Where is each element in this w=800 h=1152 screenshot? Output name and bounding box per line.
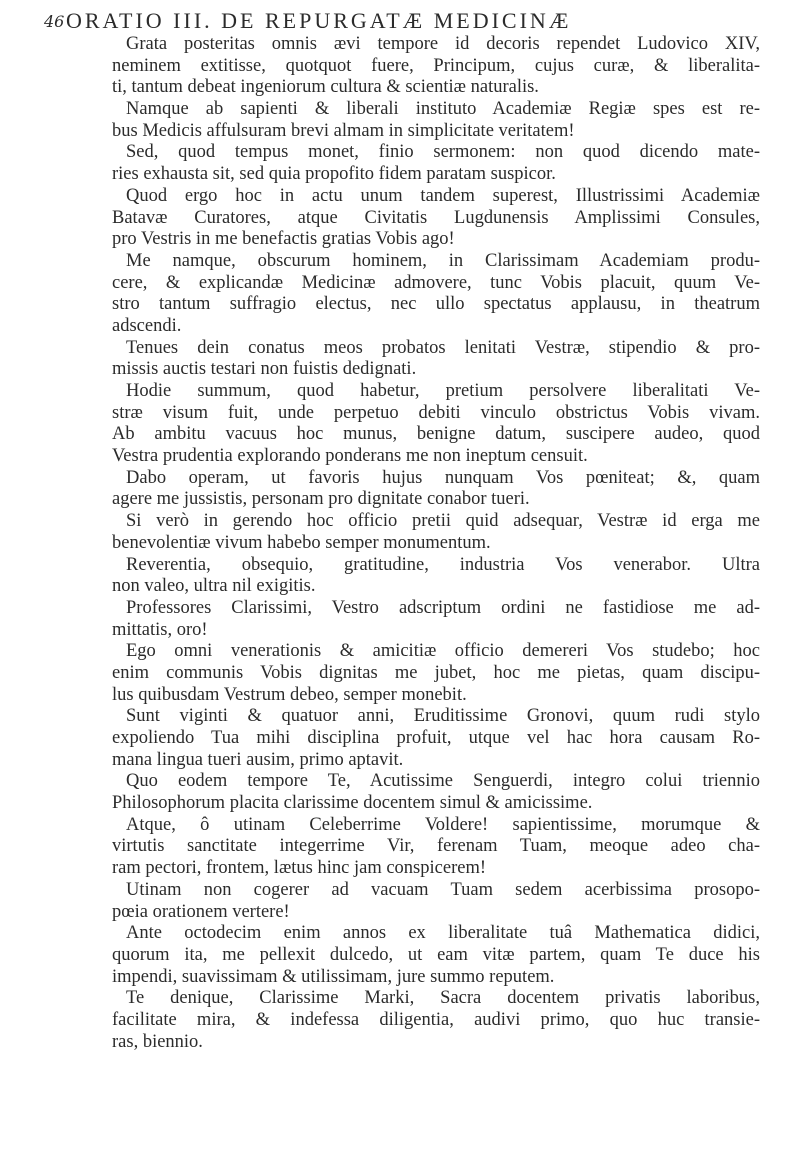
- text-line: ram pectori, frontem, lætus hinc jam conspicerem!: [112, 858, 486, 879]
- text-line: Sunt viginti & quatuor anni, Eruditissime Gronovi, quum rudi stylo: [126, 706, 760, 727]
- text-line: Atque, ô utinam Celeberrime Voldere! sapientissime, morumque &: [126, 814, 760, 835]
- text-line: benevolentiæ vivum habebo semper monumentum.: [112, 532, 491, 553]
- text-line: neminem extitisse, quotquot fuere, Principum, cujus curæ, & liberalita-: [112, 55, 760, 76]
- text-line: mana lingua tueri ausim, primo aptavit.: [112, 749, 404, 770]
- text-line: Vestra prudentia explorando ponderans me non ineptum censuit.: [112, 446, 588, 467]
- text-line: Si verò in gerendo hoc officio pretii quid adsequar, Vestræ id erga me: [126, 511, 760, 532]
- text-line: Ante octodecim enim annos ex liberalitate tuâ Mathematica didici,: [126, 923, 760, 944]
- text-line: enim communis Vobis dignitas me jubet, hoc me pietas, quam discipu-: [112, 662, 760, 683]
- page-number: 46: [44, 12, 65, 31]
- text-line: cere, & explicandæ Medicinæ admovere, tunc Vobis placuit, quum Ve-: [112, 272, 760, 293]
- text-line: pœia orationem vertere!: [112, 901, 290, 922]
- text-line: Professores Clarissimi, Vestro adscriptum ordini ne fastidiose me ad-: [126, 597, 760, 618]
- text-line: Tenues dein conatus meos probatos lenitati Vestræ, stipendio & pro-: [126, 337, 760, 358]
- page-header: [44, 0, 764, 36]
- text-line: pro Vestris in me benefactis gratias Vobis ago!: [112, 229, 455, 250]
- text-line: bus Medicis affulsuram brevi almam in simplicitate veritatem!: [112, 120, 575, 141]
- text-line: agere me jussistis, personam pro dignitate conabor tueri.: [112, 489, 530, 510]
- text-line: ras, biennio.: [112, 1031, 203, 1052]
- text-line: mittatis, oro!: [112, 619, 208, 640]
- text-line: Ego omni venerationis & amicitiæ officio demereri Vos studebo; hoc: [126, 641, 760, 662]
- text-line: Grata posteritas omnis ævi tempore id decoris rependet Ludovico XIV,: [126, 34, 760, 54]
- text-line: adscendi.: [112, 315, 182, 336]
- text-line: Reverentia, obsequio, gratitudine, industria Vos venerabor. Ultra: [126, 554, 760, 575]
- text-line: Dabo operam, ut favoris hujus nunquam Vos pœniteat; &, quam: [126, 467, 760, 488]
- text-line: missis auctis testari non fuistis dedignati.: [112, 359, 417, 380]
- text-line: Namque ab sapienti & liberali instituto Academiæ Regiæ spes est re-: [126, 99, 760, 120]
- text-line: Philosophorum placita clarissime docentem simul & amicissime.: [112, 793, 593, 814]
- text-line: Me namque, obscurum hominem, in Clarissimam Academiam produ-: [126, 250, 760, 271]
- text-line: virtutis sanctitate integerrime Vir, ferenam Tuam, meoque adeo cha-: [112, 836, 760, 857]
- text-line: Quo eodem tempore Te, Acutissime Senguerdi, integro colui triennio: [126, 771, 760, 792]
- text-line: ti, tantum debeat ingeniorum cultura & scientiæ naturalis.: [112, 77, 539, 98]
- text-line: stro tantum suffragio electus, nec ullo spectatus applausu, in theatrum: [112, 294, 760, 315]
- text-line: Quod ergo hoc in actu unum tandem superest, Illustrissimi Academiæ: [126, 185, 760, 206]
- text-line: Ab ambitu vacuus hoc munus, benigne datum, suscipere audeo, quod: [112, 424, 760, 445]
- text-line: Hodie summum, quod habetur, pretium persolvere liberalitati Ve-: [126, 381, 760, 401]
- text-line: quorum ita, me pellexit dulcedo, ut eam vitæ partem, quam Te duce his: [112, 944, 760, 965]
- text-line: Utinam non cogerer ad vacuam Tuam sedem acerbissima prosopo-: [126, 879, 760, 900]
- text-line: lus quibusdam Vestrum debeo, semper monebit.: [112, 684, 467, 705]
- text-line: non valeo, ultra nil exigitis.: [112, 576, 316, 597]
- text-line: ries exhausta sit, sed quia propofito fidem paratam suspicor.: [112, 164, 556, 185]
- text-line: Sed, quod tempus monet, finio sermonem: non quod dicendo mate-: [126, 142, 760, 163]
- text-line: expoliendo Tua mihi disciplina profuit, utque vel hac hora causam Ro-: [112, 728, 760, 748]
- body-text: [112, 34, 760, 1053]
- text-line: Batavæ Curatores, atque Civitatis Lugdunensis Amplissimi Consules,: [112, 207, 760, 228]
- running-title: ORATIO III. DE REPURGATÆ MEDICINÆ: [66, 8, 572, 33]
- text-line: impendi, suavissimam & utilissimam, jure summo reputem.: [112, 966, 555, 987]
- text-line: Te denique, Clarissime Marki, Sacra docentem privatis laboribus,: [126, 988, 760, 1009]
- text-line: facilitate mira, & indefessa diligentia, audivi primo, quo huc transie-: [112, 1009, 760, 1030]
- text-line: stræ visum fuit, unde perpetuo debiti vinculo obstrictus Vobis vivam.: [112, 402, 760, 423]
